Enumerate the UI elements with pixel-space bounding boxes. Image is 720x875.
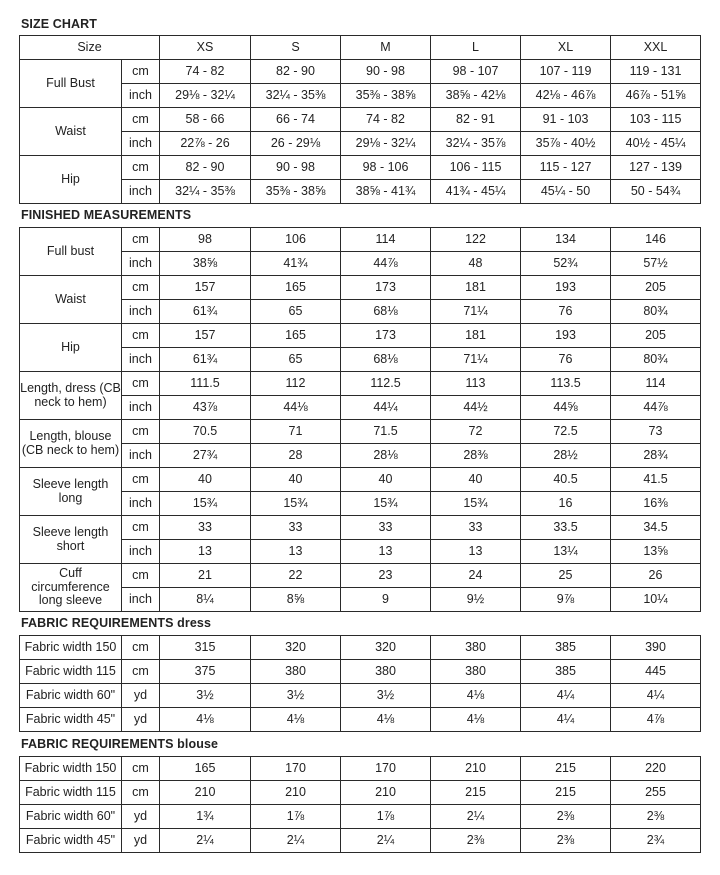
value-cell: 1⅞	[251, 805, 341, 829]
value-cell: 146	[611, 228, 701, 252]
value-cell: 66 - 74	[251, 108, 341, 132]
value-cell: 29⅛ - 32¼	[160, 84, 251, 108]
value-cell: 71¼	[431, 348, 521, 372]
value-cell: 4⅛	[341, 708, 431, 732]
value-cell: 10¼	[611, 588, 701, 612]
value-cell: 71	[251, 420, 341, 444]
value-cell: 33	[431, 516, 521, 540]
table-row	[20, 348, 701, 372]
value-cell: 41¾	[251, 252, 341, 276]
value-cell: 2¼	[160, 829, 251, 853]
value-cell: 68⅛	[341, 348, 431, 372]
unit-cell: cm	[122, 564, 160, 588]
value-cell: 61¾	[160, 348, 251, 372]
unit-cell: inch	[122, 540, 160, 564]
value-cell: 114	[611, 372, 701, 396]
unit-cell: inch	[122, 252, 160, 276]
measurement-label: Waist	[20, 276, 122, 324]
value-cell: 3½	[160, 684, 251, 708]
value-cell: 13	[251, 540, 341, 564]
value-cell: 90 - 98	[341, 60, 431, 84]
value-cell: 40½ - 45¼	[611, 132, 701, 156]
value-cell: 193	[521, 276, 611, 300]
size-header-l: L	[431, 36, 521, 60]
value-cell: 106	[251, 228, 341, 252]
value-cell: 28	[251, 444, 341, 468]
value-cell: 33	[160, 516, 251, 540]
unit-cell: inch	[122, 300, 160, 324]
fabric-width-label: Fabric width 45"	[20, 708, 122, 732]
value-cell: 72.5	[521, 420, 611, 444]
value-cell: 9½	[431, 588, 521, 612]
value-cell: 27¾	[160, 444, 251, 468]
value-cell: 80¾	[611, 300, 701, 324]
value-cell: 28½	[521, 444, 611, 468]
fabric-width-label: Fabric width 150	[20, 636, 122, 660]
value-cell: 173	[341, 276, 431, 300]
value-cell: 8⅝	[251, 588, 341, 612]
table-row	[20, 324, 701, 348]
table-row	[20, 444, 701, 468]
table-row	[20, 805, 701, 829]
table-row	[20, 372, 701, 396]
value-cell: 15¾	[341, 492, 431, 516]
value-cell: 111.5	[160, 372, 251, 396]
value-cell: 41.5	[611, 468, 701, 492]
unit-cell: yd	[122, 829, 160, 853]
value-cell: 385	[521, 636, 611, 660]
unit-cell: inch	[122, 588, 160, 612]
unit-cell: cm	[122, 156, 160, 180]
value-cell: 44¼	[341, 396, 431, 420]
value-cell: 33	[341, 516, 431, 540]
table-row	[20, 540, 701, 564]
value-cell: 380	[431, 636, 521, 660]
value-cell: 1¾	[160, 805, 251, 829]
value-cell: 113.5	[521, 372, 611, 396]
value-cell: 2⅜	[521, 805, 611, 829]
value-cell: 44⅞	[341, 252, 431, 276]
value-cell: 43⅞	[160, 396, 251, 420]
value-cell: 205	[611, 276, 701, 300]
measurement-label: Length, blouse (CB neck to hem)	[20, 420, 122, 468]
value-cell: 90 - 98	[251, 156, 341, 180]
value-cell: 1⅞	[341, 805, 431, 829]
value-cell: 157	[160, 324, 251, 348]
value-cell: 73	[611, 420, 701, 444]
value-cell: 15¾	[251, 492, 341, 516]
value-cell: 4¼	[521, 708, 611, 732]
table-row	[20, 300, 701, 324]
value-cell: 170	[341, 757, 431, 781]
table-row	[20, 636, 701, 660]
table-row	[20, 132, 701, 156]
fabric-width-label: Fabric width 60"	[20, 684, 122, 708]
measurement-label: Hip	[20, 324, 122, 372]
value-cell: 4⅛	[431, 708, 521, 732]
table-row	[20, 84, 701, 108]
fabric-width-label: Fabric width 45"	[20, 829, 122, 853]
finished-measurements-title: FINISHED MEASUREMENTS	[21, 208, 192, 222]
value-cell: 52¾	[521, 252, 611, 276]
value-cell: 320	[341, 636, 431, 660]
value-cell: 3½	[251, 684, 341, 708]
value-cell: 127 - 139	[611, 156, 701, 180]
value-cell: 34.5	[611, 516, 701, 540]
value-cell: 82 - 91	[431, 108, 521, 132]
value-cell: 71¼	[431, 300, 521, 324]
value-cell: 76	[521, 300, 611, 324]
value-cell: 2¼	[341, 829, 431, 853]
value-cell: 26 - 29⅛	[251, 132, 341, 156]
unit-cell: inch	[122, 84, 160, 108]
unit-cell: cm	[122, 516, 160, 540]
value-cell: 13	[341, 540, 431, 564]
value-cell: 35⅜ - 38⅝	[341, 84, 431, 108]
value-cell: 9⅞	[521, 588, 611, 612]
fabric-width-label: Fabric width 115	[20, 781, 122, 805]
value-cell: 24	[431, 564, 521, 588]
value-cell: 65	[251, 300, 341, 324]
table-row	[20, 564, 701, 588]
measurement-label: Length, dress (CB neck to hem)	[20, 372, 122, 420]
value-cell: 4¼	[611, 684, 701, 708]
table-row	[20, 684, 701, 708]
value-cell: 220	[611, 757, 701, 781]
unit-cell: cm	[122, 372, 160, 396]
value-cell: 13	[160, 540, 251, 564]
unit-cell: inch	[122, 396, 160, 420]
value-cell: 4¼	[521, 684, 611, 708]
size-header-s: S	[251, 36, 341, 60]
measurement-label: Full bust	[20, 228, 122, 276]
value-cell: 2¼	[431, 805, 521, 829]
value-cell: 65	[251, 348, 341, 372]
value-cell: 157	[160, 276, 251, 300]
value-cell: 28⅛	[341, 444, 431, 468]
value-cell: 119 - 131	[611, 60, 701, 84]
value-cell: 57½	[611, 252, 701, 276]
table-row	[20, 180, 701, 204]
value-cell: 115 - 127	[521, 156, 611, 180]
fabric-dress-table	[19, 635, 701, 732]
table-row	[20, 396, 701, 420]
value-cell: 61¾	[160, 300, 251, 324]
value-cell: 380	[251, 660, 341, 684]
table-row	[20, 757, 701, 781]
unit-cell: cm	[122, 781, 160, 805]
value-cell: 41¾ - 45¼	[431, 180, 521, 204]
value-cell: 16	[521, 492, 611, 516]
value-cell: 107 - 119	[521, 60, 611, 84]
size-header-xl: XL	[521, 36, 611, 60]
value-cell: 76	[521, 348, 611, 372]
value-cell: 315	[160, 636, 251, 660]
measurement-label: Hip	[20, 156, 122, 204]
value-cell: 42⅛ - 46⅞	[521, 84, 611, 108]
table-row	[20, 252, 701, 276]
value-cell: 82 - 90	[160, 156, 251, 180]
value-cell: 3½	[341, 684, 431, 708]
value-cell: 44⅝	[521, 396, 611, 420]
finished-measurements-table	[19, 227, 701, 612]
value-cell: 74 - 82	[160, 60, 251, 84]
value-cell: 40	[160, 468, 251, 492]
value-cell: 15¾	[160, 492, 251, 516]
value-cell: 15¾	[431, 492, 521, 516]
table-row	[20, 468, 701, 492]
table-row	[20, 708, 701, 732]
unit-cell: inch	[122, 132, 160, 156]
value-cell: 173	[341, 324, 431, 348]
value-cell: 215	[431, 781, 521, 805]
unit-cell: cm	[122, 60, 160, 84]
size-header-xxl: XXL	[611, 36, 701, 60]
fabric-blouse-title: FABRIC REQUIREMENTS blouse	[21, 737, 219, 751]
unit-cell: yd	[122, 684, 160, 708]
value-cell: 44⅞	[611, 396, 701, 420]
measurement-label: Full Bust	[20, 60, 122, 108]
value-cell: 320	[251, 636, 341, 660]
value-cell: 22⅞ - 26	[160, 132, 251, 156]
value-cell: 26	[611, 564, 701, 588]
value-cell: 98 - 106	[341, 156, 431, 180]
value-cell: 2⅜	[521, 829, 611, 853]
value-cell: 375	[160, 660, 251, 684]
value-cell: 210	[160, 781, 251, 805]
fabric-width-label: Fabric width 115	[20, 660, 122, 684]
value-cell: 215	[521, 757, 611, 781]
value-cell: 13¼	[521, 540, 611, 564]
value-cell: 113	[431, 372, 521, 396]
value-cell: 122	[431, 228, 521, 252]
table-row	[20, 829, 701, 853]
fabric-width-label: Fabric width 150	[20, 757, 122, 781]
value-cell: 4⅞	[611, 708, 701, 732]
value-cell: 193	[521, 324, 611, 348]
table-row	[20, 516, 701, 540]
value-cell: 58 - 66	[160, 108, 251, 132]
unit-cell: cm	[122, 324, 160, 348]
value-cell: 4⅛	[160, 708, 251, 732]
value-cell: 2⅜	[431, 829, 521, 853]
value-cell: 210	[341, 781, 431, 805]
value-cell: 74 - 82	[341, 108, 431, 132]
value-cell: 98	[160, 228, 251, 252]
unit-cell: cm	[122, 108, 160, 132]
value-cell: 40	[341, 468, 431, 492]
value-cell: 390	[611, 636, 701, 660]
value-cell: 181	[431, 324, 521, 348]
fabric-width-label: Fabric width 60"	[20, 805, 122, 829]
header-row	[20, 36, 701, 60]
value-cell: 28⅜	[431, 444, 521, 468]
value-cell: 40.5	[521, 468, 611, 492]
value-cell: 255	[611, 781, 701, 805]
value-cell: 114	[341, 228, 431, 252]
value-cell: 103 - 115	[611, 108, 701, 132]
value-cell: 25	[521, 564, 611, 588]
unit-cell: cm	[122, 660, 160, 684]
value-cell: 32¼ - 35⅜	[251, 84, 341, 108]
table-row	[20, 420, 701, 444]
fabric-blouse-table	[19, 756, 701, 853]
value-cell: 4⅛	[251, 708, 341, 732]
value-cell: 40	[431, 468, 521, 492]
value-cell: 181	[431, 276, 521, 300]
unit-cell: yd	[122, 805, 160, 829]
size-chart-title: SIZE CHART	[21, 17, 97, 31]
unit-cell: cm	[122, 468, 160, 492]
value-cell: 32¼ - 35⅜	[160, 180, 251, 204]
value-cell: 70.5	[160, 420, 251, 444]
value-cell: 380	[431, 660, 521, 684]
unit-cell: inch	[122, 444, 160, 468]
value-cell: 205	[611, 324, 701, 348]
measurement-label: Waist	[20, 108, 122, 156]
table-row	[20, 492, 701, 516]
table-row	[20, 276, 701, 300]
value-cell: 165	[160, 757, 251, 781]
value-cell: 68⅛	[341, 300, 431, 324]
measurement-label: Sleeve length long	[20, 468, 122, 516]
value-cell: 8¼	[160, 588, 251, 612]
value-cell: 33	[251, 516, 341, 540]
unit-cell: cm	[122, 276, 160, 300]
value-cell: 112	[251, 372, 341, 396]
table-row	[20, 228, 701, 252]
value-cell: 134	[521, 228, 611, 252]
value-cell: 72	[431, 420, 521, 444]
value-cell: 38⅝ - 41¾	[341, 180, 431, 204]
value-cell: 28¾	[611, 444, 701, 468]
table-row	[20, 108, 701, 132]
value-cell: 215	[521, 781, 611, 805]
value-cell: 385	[521, 660, 611, 684]
table-row	[20, 781, 701, 805]
value-cell: 80¾	[611, 348, 701, 372]
fabric-dress-title: FABRIC REQUIREMENTS dress	[21, 616, 212, 630]
value-cell: 165	[251, 276, 341, 300]
value-cell: 2¾	[611, 829, 701, 853]
unit-cell: yd	[122, 708, 160, 732]
value-cell: 170	[251, 757, 341, 781]
size-header-m: M	[341, 36, 431, 60]
value-cell: 91 - 103	[521, 108, 611, 132]
value-cell: 106 - 115	[431, 156, 521, 180]
value-cell: 16⅜	[611, 492, 701, 516]
measurement-label: Cuff circumference long sleeve	[20, 564, 122, 612]
size-header-xs: XS	[160, 36, 251, 60]
unit-cell: inch	[122, 492, 160, 516]
value-cell: 38⅝	[160, 252, 251, 276]
unit-cell: cm	[122, 420, 160, 444]
value-cell: 2¼	[251, 829, 341, 853]
value-cell: 112.5	[341, 372, 431, 396]
value-cell: 45¼ - 50	[521, 180, 611, 204]
value-cell: 210	[251, 781, 341, 805]
value-cell: 29⅛ - 32¼	[341, 132, 431, 156]
unit-cell: inch	[122, 180, 160, 204]
value-cell: 35⅞ - 40½	[521, 132, 611, 156]
value-cell: 210	[431, 757, 521, 781]
value-cell: 33.5	[521, 516, 611, 540]
value-cell: 13	[431, 540, 521, 564]
value-cell: 445	[611, 660, 701, 684]
value-cell: 46⅞ - 51⅝	[611, 84, 701, 108]
value-cell: 48	[431, 252, 521, 276]
value-cell: 23	[341, 564, 431, 588]
table-row	[20, 60, 701, 84]
value-cell: 21	[160, 564, 251, 588]
value-cell: 44⅛	[251, 396, 341, 420]
value-cell: 44½	[431, 396, 521, 420]
value-cell: 71.5	[341, 420, 431, 444]
value-cell: 50 - 54¾	[611, 180, 701, 204]
size-header-label: Size	[20, 36, 160, 60]
value-cell: 9	[341, 588, 431, 612]
value-cell: 13⅝	[611, 540, 701, 564]
value-cell: 4⅛	[431, 684, 521, 708]
value-cell: 32¼ - 35⅞	[431, 132, 521, 156]
table-row	[20, 660, 701, 684]
unit-cell: cm	[122, 757, 160, 781]
measurement-label: Sleeve length short	[20, 516, 122, 564]
value-cell: 38⅝ - 42⅛	[431, 84, 521, 108]
value-cell: 40	[251, 468, 341, 492]
value-cell: 35⅜ - 38⅝	[251, 180, 341, 204]
unit-cell: cm	[122, 636, 160, 660]
size-chart-table	[19, 35, 701, 204]
unit-cell: cm	[122, 228, 160, 252]
value-cell: 22	[251, 564, 341, 588]
value-cell: 82 - 90	[251, 60, 341, 84]
table-row	[20, 588, 701, 612]
value-cell: 165	[251, 324, 341, 348]
unit-cell: inch	[122, 348, 160, 372]
value-cell: 380	[341, 660, 431, 684]
value-cell: 98 - 107	[431, 60, 521, 84]
value-cell: 2⅜	[611, 805, 701, 829]
table-row	[20, 156, 701, 180]
